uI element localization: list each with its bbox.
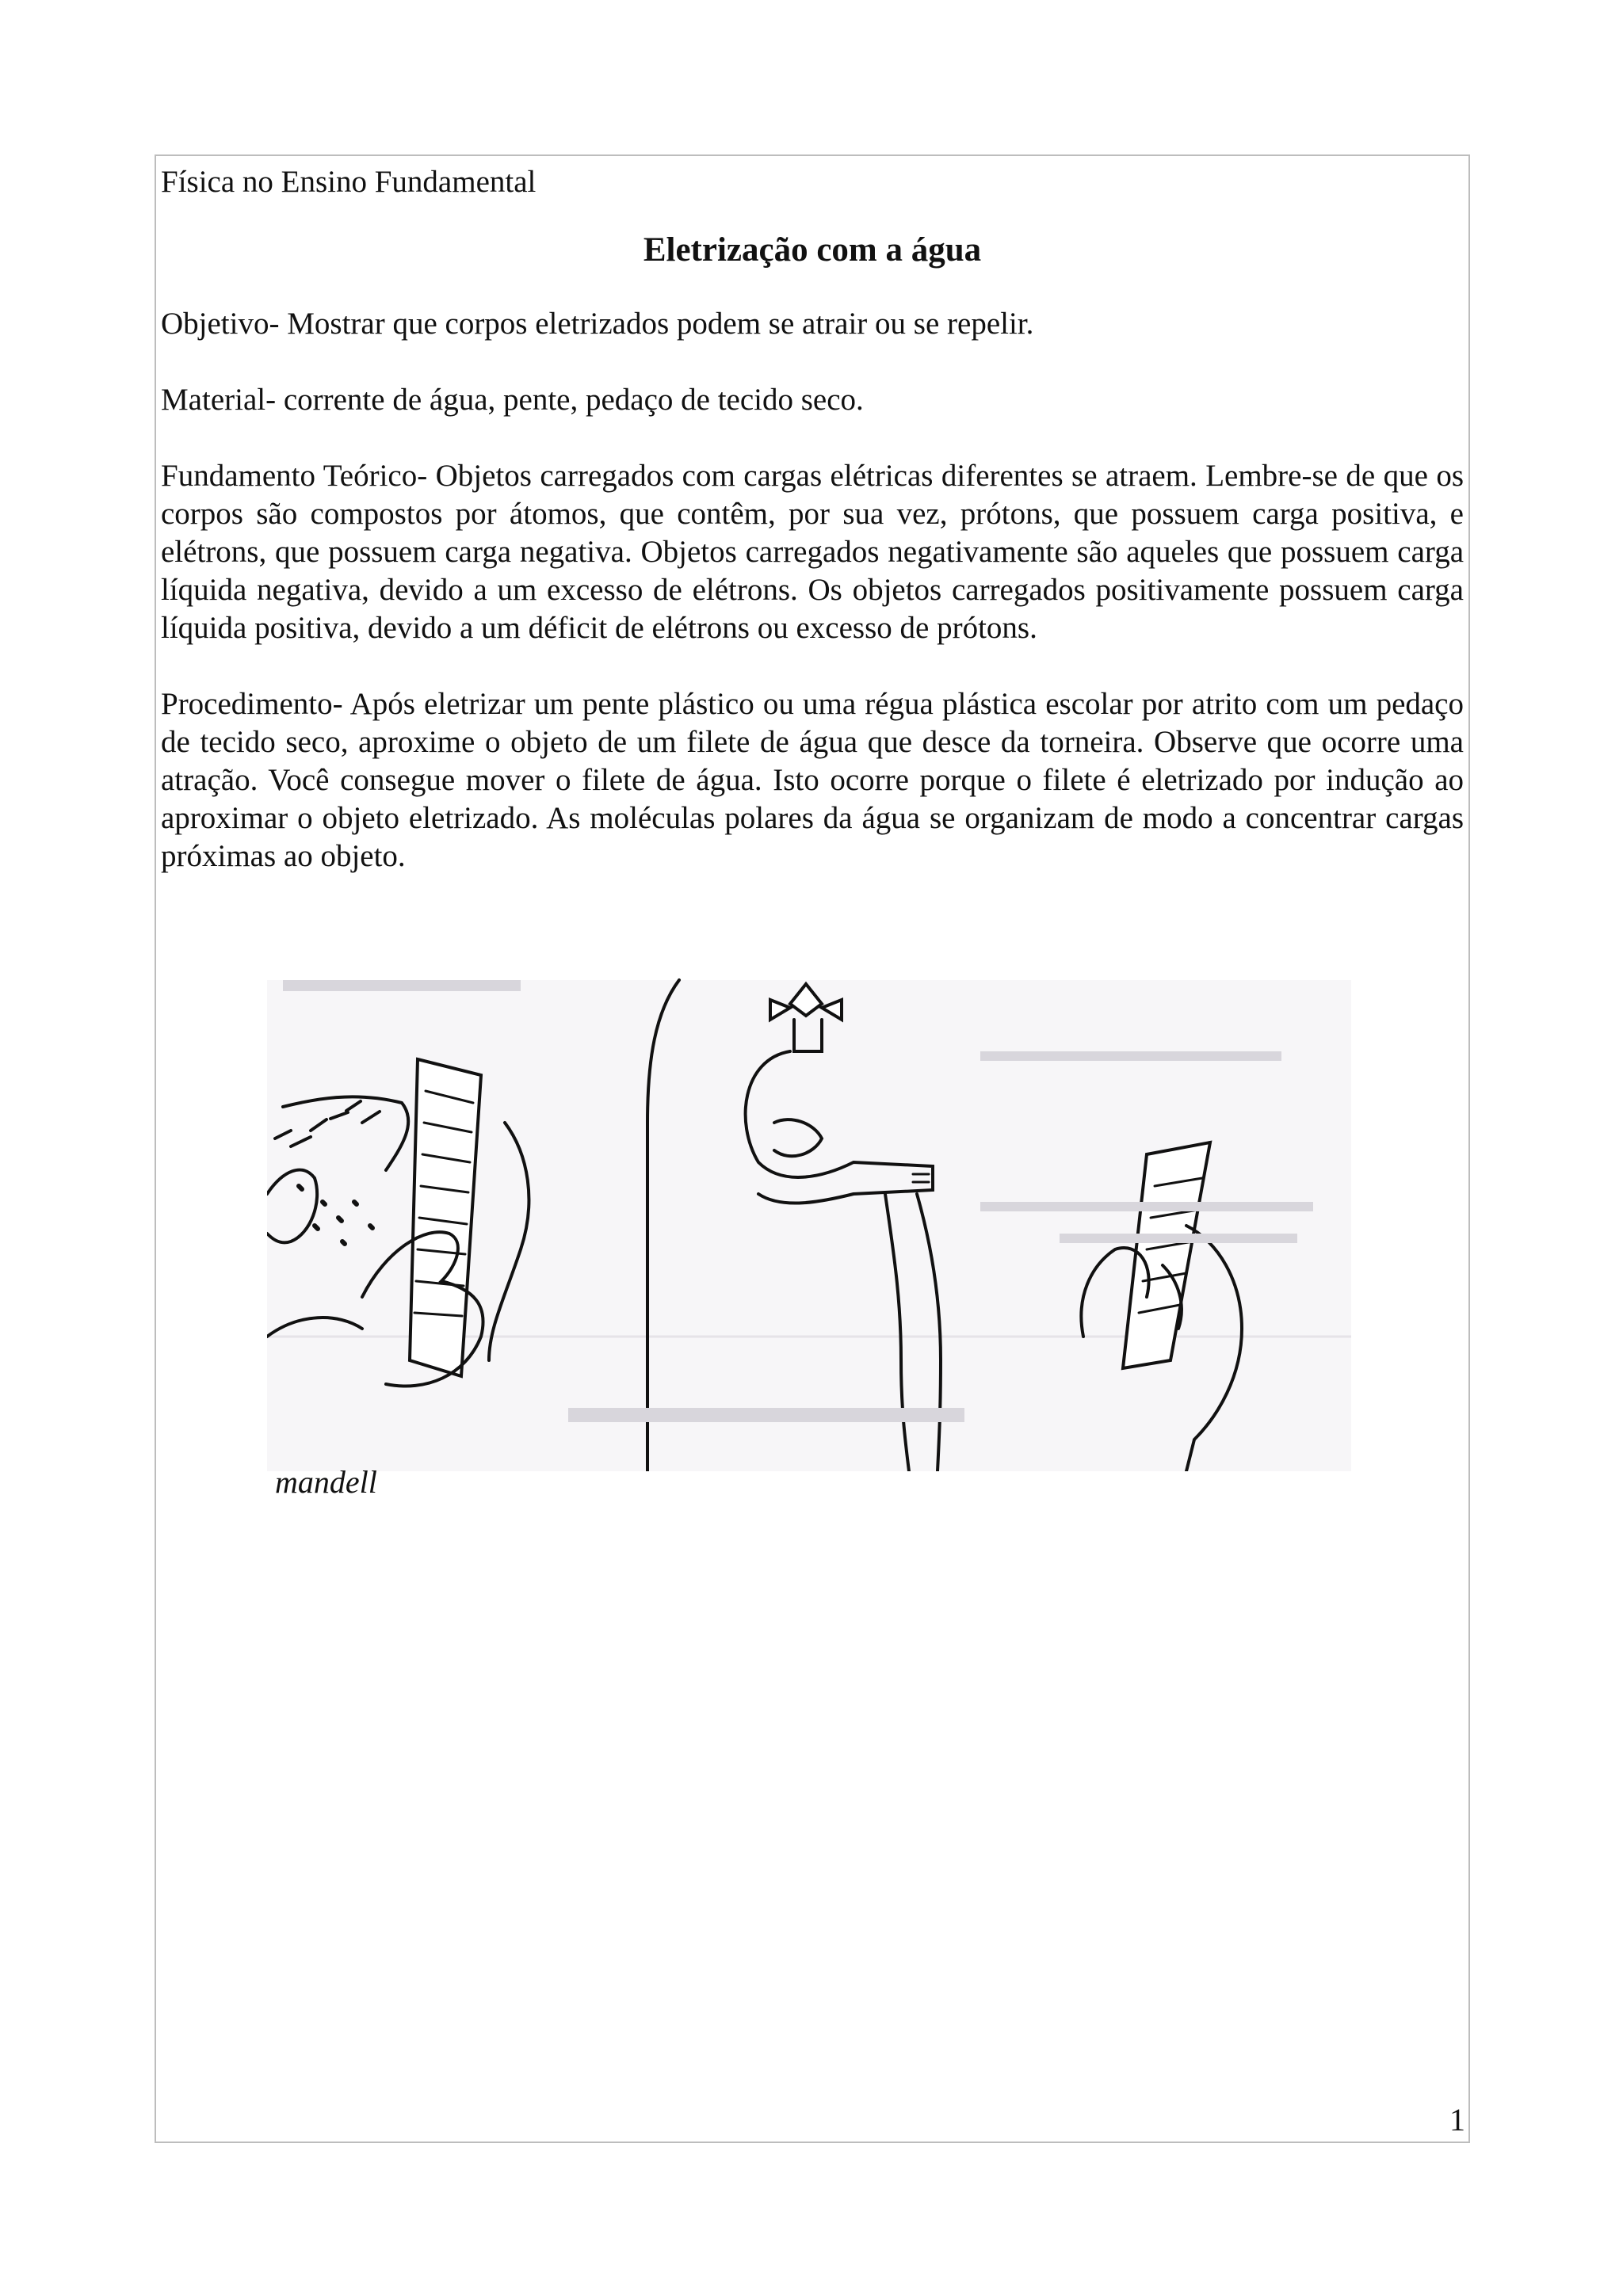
course-header: Física no Ensino Fundamental [161, 165, 537, 199]
figure-caption: mandell [275, 1464, 377, 1500]
page-number: 1 [1449, 2102, 1465, 2138]
objective-paragraph: Objetivo- Mostrar que corpos eletrizados podem se atrair ou se repelir. [161, 307, 1034, 341]
material-paragraph: Material- corrente de água, pente, pedaço de tecido seco. [161, 383, 864, 417]
procedure-paragraph: Procedimento- Após eletrizar um pente plástico ou uma régua plástica escolar por atrito com um pedaço de tecido seco, aproxime o objeto de um filete de água que desce da torneira. Observe que ocorre uma atração. Você consegue mover o filete de água. Isto ocorre porque o filete é eletrizado por indução ao aproximar o objeto eletrizado. As moléculas polares da água se organizam de modo a concentrar cargas próximas ao objeto. [161, 687, 1464, 873]
theory-paragraph: Fundamento Teórico- Objetos carregados com cargas elétricas diferentes se atraem. Lembre-se de que os corpos são compostos por átomos, que contêm, por sua vez, prótons, que possuem carga positiva, e elétrons, que possuem carga negativa. Objetos carregados negativamente são aqueles que possuem carga líquida negativa, devido a um excesso de elétrons. Os objetos carregados positivamente possuem carga líquida positiva, devido a um déficit de elétrons ou excesso de prótons. [161, 459, 1464, 645]
document-content [161, 164, 1464, 913]
illustration-figure [267, 964, 1351, 1471]
page-title: Eletrização com a água [643, 231, 982, 269]
comb-and-faucet-illustration [267, 964, 1351, 1471]
page-frame [155, 154, 1470, 2143]
